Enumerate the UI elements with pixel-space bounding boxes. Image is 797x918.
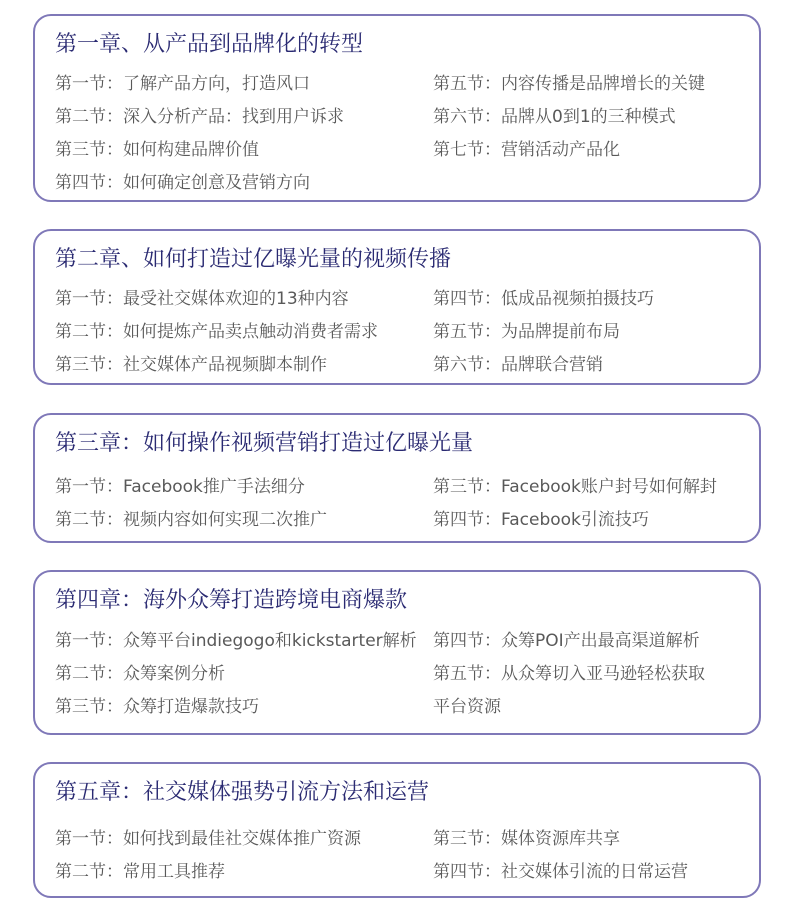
section-item: 第三节：Facebook账户封号如何解封 (433, 477, 717, 497)
section-item: 第七节：营销活动产品化 (433, 140, 620, 160)
section-item: 第五节：为品牌提前布局 (433, 322, 620, 342)
section-item: 第五节：从众筹切入亚马逊轻松获取 (433, 664, 705, 684)
section-item: 第六节：品牌联合营销 (433, 355, 603, 375)
section-item: 第一节：如何找到最佳社交媒体推广资源 (55, 829, 361, 849)
section-item: 第四节：众筹POI产出最高渠道解析 (433, 631, 700, 651)
section-item: 第二节：众筹案例分析 (55, 664, 225, 684)
section-item: 第三节：如何构建品牌价值 (55, 140, 259, 160)
section-item: 第三节：众筹打造爆款技巧 (55, 697, 259, 717)
section-item: 第四节：社交媒体引流的日常运营 (433, 862, 688, 882)
section-item: 平台资源 (433, 697, 501, 717)
chapter-card-4 (33, 570, 761, 735)
section-item: 第四节：低成品视频拍摄技巧 (433, 289, 654, 309)
chapter-title: 第四章：海外众筹打造跨境电商爆款 (55, 588, 408, 613)
chapter-card-5 (33, 762, 761, 898)
section-item: 第六节：品牌从0到1的三种模式 (433, 107, 676, 127)
section-item: 第二节：常用工具推荐 (55, 862, 225, 882)
chapter-title: 第一章、从产品到品牌化的转型 (55, 32, 364, 57)
section-item: 第一节：Facebook推广手法细分 (55, 477, 305, 497)
section-item: 第一节：了解产品方向，打造风口 (55, 74, 310, 94)
chapter-title: 第三章：如何操作视频营销打造过亿曝光量 (55, 431, 474, 456)
section-item: 第五节：内容传播是品牌增长的关键 (433, 74, 705, 94)
chapter-card-2 (33, 229, 761, 385)
section-item: 第一节：众筹平台indiegogo和kickstarter解析 (55, 631, 417, 651)
section-item: 第一节：最受社交媒体欢迎的13种内容 (55, 289, 349, 309)
section-item: 第二节：如何提炼产品卖点触动消费者需求 (55, 322, 378, 342)
chapter-card-1 (33, 14, 761, 202)
chapter-title: 第二章、如何打造过亿曝光量的视频传播 (55, 247, 452, 272)
section-item: 第二节：深入分析产品：找到用户诉求 (55, 107, 344, 127)
chapter-title: 第五章：社交媒体强势引流方法和运营 (55, 780, 430, 805)
section-item: 第四节：如何确定创意及营销方向 (55, 173, 310, 193)
chapter-card-3 (33, 413, 761, 543)
section-item: 第三节：社交媒体产品视频脚本制作 (55, 355, 327, 375)
section-item: 第三节：媒体资源库共享 (433, 829, 620, 849)
section-item: 第二节：视频内容如何实现二次推广 (55, 510, 327, 530)
section-item: 第四节：Facebook引流技巧 (433, 510, 649, 530)
